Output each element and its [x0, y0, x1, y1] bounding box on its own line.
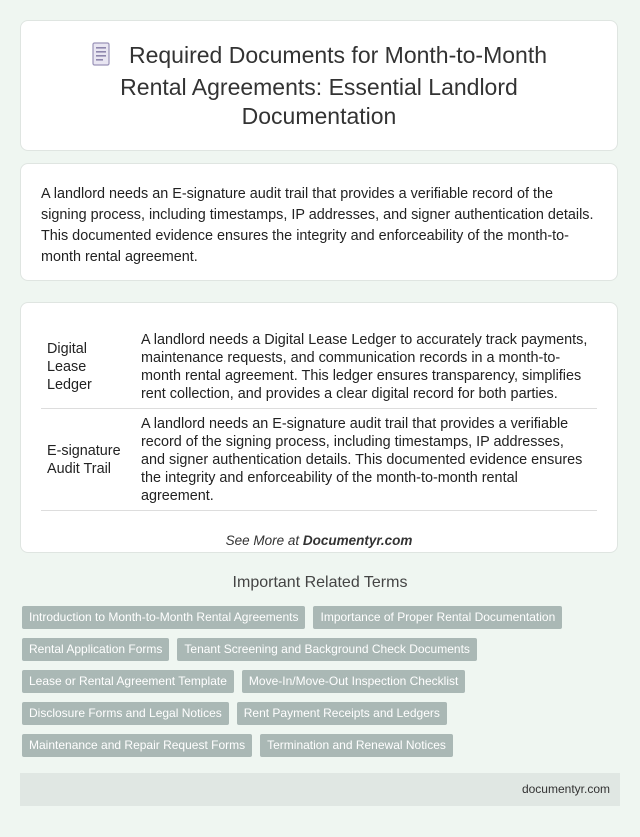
header-card: [20, 20, 618, 151]
related-tag[interactable]: Introduction to Month-to-Month Rental Agreements: [22, 606, 305, 629]
related-tag[interactable]: Move-In/Move-Out Inspection Checklist: [242, 670, 465, 693]
description-cell: A landlord needs an E-signature audit trail that provides a verifiable record of the signing process, including timestamps, IP addresses, and signer authentication details. This documented evidence ensures the integrity and enforceability of the month-to-month rental agreement.: [133, 409, 597, 511]
page-title: [21, 41, 617, 131]
related-tag[interactable]: Rent Payment Receipts and Ledgers: [237, 702, 447, 725]
see-more-site: Documentyr.com: [302, 533, 413, 548]
related-tag[interactable]: Rental Application Forms: [22, 638, 169, 661]
related-tag[interactable]: Disclosure Forms and Legal Notices: [22, 702, 229, 725]
term-cell: E-signature Audit Trail: [41, 409, 133, 511]
terms-table: [41, 325, 597, 511]
related-tag[interactable]: Lease or Rental Agreement Template: [22, 670, 234, 693]
document-icon: [91, 42, 111, 73]
related-tags: [22, 606, 622, 766]
table-row: [41, 325, 597, 409]
footer: [20, 773, 620, 806]
footer-site[interactable]: documentyr.com: [521, 782, 610, 796]
see-more-prefix: See More at: [225, 533, 303, 548]
related-terms-title: Important Related Terms: [232, 574, 408, 591]
table-row: [41, 409, 597, 511]
related-tag[interactable]: Maintenance and Repair Request Forms: [22, 734, 252, 757]
page-title-text: Required Documents for Month-to-Month Rental Agreements: Essential Landlord Documentation: [120, 41, 548, 129]
intro-text: A landlord needs an E-signature audit trail that provides a verifiable record of the signing process, including timestamps, IP addresses, and signer authentication details. This documented evidence ensures the integrity and enforceability of the month-to-month rental agreement.: [41, 186, 594, 265]
term-cell: Digital Lease Ledger: [41, 325, 133, 409]
terms-table-card: [20, 302, 618, 553]
see-more-link[interactable]: [41, 533, 597, 548]
related-tag[interactable]: Importance of Proper Rental Documentation: [313, 606, 562, 629]
related-tag[interactable]: Tenant Screening and Background Check Documents: [177, 638, 477, 661]
related-tag[interactable]: Termination and Renewal Notices: [260, 734, 453, 757]
intro-card: [20, 163, 618, 281]
description-cell: A landlord needs a Digital Lease Ledger to accurately track payments, maintenance requests, and communication records in a month-to-month rental agreement. This ledger ensures transparency, simplifies rent collection, and provides a clear digital record for both parties.: [133, 325, 597, 409]
